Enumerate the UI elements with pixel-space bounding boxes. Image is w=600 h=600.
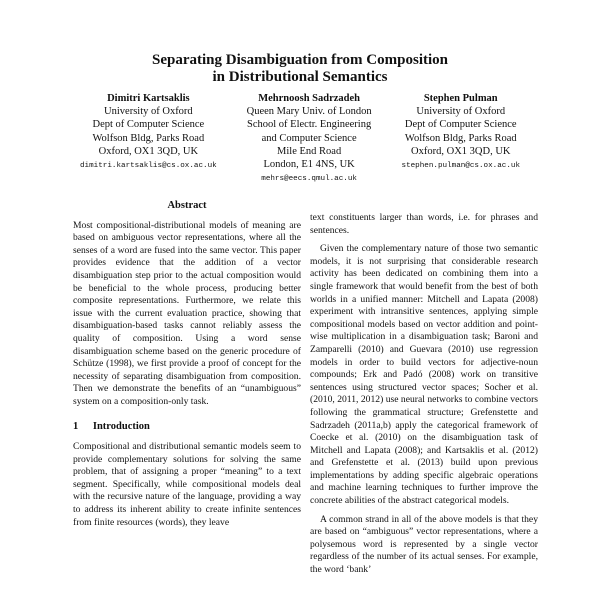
title-line-2: in Distributional Semantics: [212, 69, 388, 85]
author-email: dimitri.kartsaklis@cs.ox.ac.uk: [80, 162, 217, 171]
body-paragraph-3: A common strand in all of the above models is that they are based on “ambiguous” vector representations, where a polysemous word is represented by a single vector regardless of the number of its actual senses. For example, the word ‘bank’: [310, 513, 538, 576]
author-affiliation-line: Oxford, OX1 3QD, UK: [98, 145, 199, 157]
author-affiliation-line: University of Oxford: [416, 106, 506, 118]
title-line-1: Separating Disambiguation from Composition: [151, 52, 448, 68]
section-title: Introduction: [92, 420, 150, 432]
right-column: [310, 212, 538, 576]
abstract-heading: Abstract: [167, 200, 207, 211]
section-number: 1: [73, 420, 79, 432]
author-affiliation-line: School of Electr. Engineering: [247, 119, 372, 131]
author-3: [402, 92, 520, 186]
author-affiliation-line: Wolfson Bldg, Parks Road: [92, 132, 205, 144]
author-affiliation-line: Queen Mary Univ. of London: [246, 106, 372, 118]
author-name: Dimitri Kartsaklis: [107, 93, 190, 104]
author-affiliation-line: London, E1 4NS, UK: [263, 159, 355, 171]
author-1: [80, 92, 217, 186]
author-affiliation-line: Mile End Road: [277, 145, 342, 157]
left-column: [73, 200, 301, 528]
body-paragraph-2: Given the complementary nature of those two semantic models, it is not surprising that considerable research activity has been dedicated on combining them into a single framework that would benefit from the best of both worlds in a unified manner: Mitchell and Lapata (2008) experiment with intransitive sentences, applying simple compositional models based on vector addition and point-wise multiplication in a disambiguation task; Baroni and Zamparelli (2010) and Guevara (2010) use regression models in order to build vectors for adjective-noun compounds; Erk and Padó (2008) work on transitive sentences using structured vector spaces; Socher et al. (2010, 2011, 2012) use neural networks to combine vectors following the grammatical structure; Grefenstette and Sadrzadeh (2011a,b) apply the categorical framework of Coecke et al. (2010) on the disambiguation task of Mitchell and Lapata (2008); and Kartsaklis et al. (2012) and Grefenstette et al. (2013) build upon previous implementations by adding specific algebraic operations and machine learning techniques to further improve the concrete abilities of the abstract categorical models.: [310, 243, 538, 507]
author-affiliation-line: University of Oxford: [104, 106, 193, 118]
author-name: Stephen Pulman: [423, 93, 498, 104]
author-block: [80, 92, 520, 186]
intro-paragraph: Compositional and distributional semantic models seem to provide complementary solutions for solving the same problem, that of assigning a proper “meaning” to a text segment. Specifically, while compositional models deal with the recursive nature of the language, providing a way to address its inherent ability to create infinite sentences from finite resources (words), they leave: [73, 441, 301, 528]
author-name: Mehrnoosh Sadrzadeh: [258, 93, 361, 104]
author-affiliation-line: Dept of Computer Science: [92, 119, 205, 131]
author-affiliation-line: Oxford, OX1 3QD, UK: [411, 145, 511, 157]
author-email: stephen.pulman@cs.ox.ac.uk: [401, 162, 520, 171]
author-affiliation-line: Dept of Computer Science: [404, 119, 517, 131]
body-paragraph-1: text constituents larger than words, i.e. for phrases and sentences.: [310, 212, 538, 236]
section-heading: [73, 421, 301, 434]
author-affiliation-line: Wolfson Bldg, Parks Road: [404, 132, 517, 144]
author-email: mehrs@eecs.qmul.ac.uk: [261, 175, 357, 184]
author-2: [247, 92, 372, 186]
paper-title: [0, 52, 600, 86]
author-affiliation-line: and Computer Science: [261, 132, 357, 144]
abstract-text: Most compositional-distributional models of meaning are based on ambiguous vector representations, where all the senses of a word are fused into the same vector. This paper provides evidence that the addition of a vector disambiguation step prior to the actual composition would be beneficial to the whole process, producing better composite representations. Furthermore, we relate this issue with the current evaluation practice, showing that disambiguation-based tasks cannot reliably assess the quality of composition. Using a word sense disambiguation scheme based on the generic procedure of Schütze (1998), we first provide a proof of concept for the necessity of separating disambiguation from composition. Then we demonstrate the benefits of an “unambiguous” system on a composition-only task.: [73, 219, 301, 407]
